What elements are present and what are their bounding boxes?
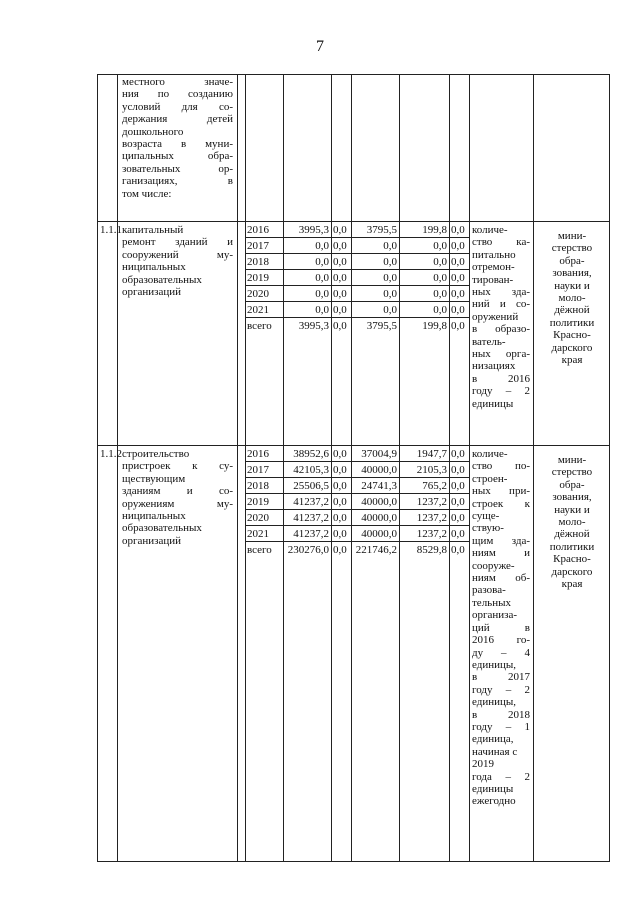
total-cell: 41237,2 [293, 528, 329, 540]
result-line: количе- [472, 224, 508, 236]
value-cell: 221746,2 [355, 544, 397, 556]
value-cell: 0,0 [451, 240, 465, 252]
value-cell: 40000,0 [361, 496, 397, 508]
executor-line: моло- [558, 516, 586, 529]
result-line: начиная с [472, 745, 518, 758]
column-divider [245, 74, 246, 862]
executor-line: края [561, 578, 583, 591]
result-line: строек к [472, 497, 530, 510]
value-cell: 0,0 [451, 544, 465, 556]
result-line: ниям об- [472, 572, 530, 585]
value-cell: 0,0 [333, 496, 347, 508]
value-cell: 0,0 [333, 320, 347, 332]
total-cell: 0,0 [315, 288, 329, 300]
value-cell: 0,0 [333, 288, 347, 300]
result-line: количе- [472, 448, 508, 460]
result-line: ций в [472, 621, 530, 634]
value-cell: 0,0 [451, 512, 465, 524]
measure-name-line: организаций [122, 286, 182, 299]
year-row-divider [245, 285, 469, 286]
value-cell: 0,0 [383, 304, 397, 316]
total-cell: 38952,6 [293, 448, 329, 460]
result-line: разова- [472, 584, 506, 597]
value-cell: 40000,0 [361, 528, 397, 540]
measure-name [122, 448, 233, 547]
year-cell: 2016 [247, 448, 269, 460]
column-divider [469, 74, 470, 862]
value-cell: 37004,9 [361, 448, 397, 460]
measure-name-line: организаций [122, 534, 182, 547]
result-line: ных при- [472, 485, 530, 498]
result-line: году – 1 [472, 720, 530, 733]
year-cell: 2018 [247, 256, 269, 268]
result-indicator [472, 448, 530, 808]
intro-line: ципальных обра- [122, 150, 233, 163]
measure-name-line: пристроек к су- [122, 460, 233, 473]
measure-name-line: образовательных [122, 273, 202, 286]
value-cell: 0,0 [451, 448, 465, 460]
result-line: году – 2 [472, 385, 530, 398]
measure-name [122, 224, 233, 298]
result-line: единицы [472, 397, 514, 410]
column-divider [399, 74, 400, 862]
value-cell: 0,0 [333, 464, 347, 476]
year-row-divider [245, 477, 469, 478]
column-divider [331, 74, 332, 862]
result-line: единица, [472, 733, 514, 746]
year-cell: 2021 [247, 304, 269, 316]
year-row-divider [245, 525, 469, 526]
program-table [97, 74, 610, 862]
result-line: в 2017 [472, 671, 530, 684]
value-cell: 0,0 [333, 304, 347, 316]
result-line: ство ка- [472, 236, 530, 249]
measure-name-line: ниципальных [122, 261, 186, 274]
year-row-divider [245, 301, 469, 302]
value-cell: 0,0 [383, 288, 397, 300]
executor-line: стерство [551, 242, 593, 255]
executor-line: мини- [557, 230, 587, 242]
value-cell: 0,0 [451, 480, 465, 492]
total-cell: 42105,3 [293, 464, 329, 476]
value-cell: 0,0 [333, 240, 347, 252]
value-cell: 0,0 [451, 496, 465, 508]
executor-line: обра- [559, 254, 585, 267]
value-cell: 0,0 [451, 320, 465, 332]
value-cell: 0,0 [333, 448, 347, 460]
intro-line: зовательных ор- [122, 162, 233, 175]
total-cell: 0,0 [315, 240, 329, 252]
result-line: ствую- [472, 522, 504, 535]
value-cell: 0,0 [451, 288, 465, 300]
result-line: году – 2 [472, 683, 530, 696]
executor-line: края [561, 354, 583, 367]
row-number: 1.1.2 [100, 448, 122, 460]
value-cell: 24741,3 [361, 480, 397, 492]
value-cell: 0,0 [433, 272, 447, 284]
year-cell: 2021 [247, 528, 269, 540]
executor-line: политики [549, 540, 595, 553]
measure-name-line: оружениям му- [122, 497, 233, 510]
measure-name-line: капитальный [122, 224, 184, 236]
value-cell: 0,0 [333, 512, 347, 524]
page-number: 7 [316, 38, 324, 55]
result-line: низациях [472, 360, 516, 373]
value-cell: 3795,5 [366, 224, 397, 236]
intro-text [122, 76, 233, 200]
value-cell: 199,8 [422, 224, 447, 236]
intro-line: держания детей [122, 113, 233, 126]
result-line: ежегодно [472, 795, 516, 808]
executor-line: стерство [551, 466, 593, 479]
total-cell: 230276,0 [287, 544, 329, 556]
year-cell: 2019 [247, 496, 269, 508]
value-cell: 0,0 [333, 480, 347, 492]
executor [537, 454, 607, 590]
measure-name-line: ремонт зданий и [122, 236, 233, 249]
value-cell: 3795,5 [366, 320, 397, 332]
measure-name-line: зданиям и со- [122, 485, 233, 498]
executor-line: дёжной [554, 304, 590, 317]
row-number: 1.1.1 [100, 224, 122, 236]
result-line: 2019 [472, 758, 494, 771]
year-row-divider [245, 493, 469, 494]
year-row-divider [245, 509, 469, 510]
column-divider [117, 74, 118, 862]
total-cell: 0,0 [315, 256, 329, 268]
result-line: ний и со- [472, 298, 530, 311]
value-cell: 0,0 [333, 224, 347, 236]
column-divider [97, 74, 98, 862]
value-cell: 0,0 [433, 256, 447, 268]
executor-line: науки и [554, 279, 590, 292]
year-cell: всего [247, 544, 272, 556]
executor-line: мини- [557, 454, 587, 466]
year-cell: 2019 [247, 272, 269, 284]
year-cell: 2018 [247, 480, 269, 492]
result-line: оружений [472, 310, 519, 323]
value-cell: 1947,7 [416, 448, 447, 460]
result-line: тельных [472, 596, 511, 609]
result-line: в 2016 [472, 372, 530, 385]
column-divider [283, 74, 284, 862]
year-cell: 2017 [247, 464, 269, 476]
executor-line: моло- [558, 292, 586, 305]
result-line: года – 2 [472, 770, 530, 783]
measure-name-line: ниципальных [122, 510, 186, 523]
year-cell: 2017 [247, 240, 269, 252]
measure-name-line: строительство [122, 448, 190, 460]
value-cell: 1237,2 [416, 512, 447, 524]
result-line: 2016 го- [472, 634, 530, 647]
total-cell: 0,0 [315, 272, 329, 284]
value-cell: 0,0 [433, 240, 447, 252]
value-cell: 0,0 [451, 272, 465, 284]
value-cell: 0,0 [383, 256, 397, 268]
executor-line: дарского [551, 565, 593, 578]
intro-line: условий для со- [122, 100, 233, 113]
value-cell: 1237,2 [416, 496, 447, 508]
intro-line: том числе: [122, 187, 172, 200]
result-line: единицы, [472, 658, 517, 671]
year-row-divider [245, 269, 469, 270]
total-cell: 3995,3 [298, 224, 329, 236]
value-cell: 0,0 [383, 240, 397, 252]
year-row-divider [245, 237, 469, 238]
result-line: ниям и [472, 547, 530, 560]
value-cell: 2105,3 [416, 464, 447, 476]
executor-line: обра- [559, 478, 585, 491]
column-divider [237, 74, 238, 862]
total-cell: 0,0 [315, 304, 329, 316]
measure-name-line: ществующим [122, 472, 186, 485]
year-row-divider [245, 461, 469, 462]
result-line: организа- [472, 609, 518, 622]
year-row-divider [245, 253, 469, 254]
executor-line: дёжной [554, 528, 590, 541]
value-cell: 0,0 [451, 224, 465, 236]
year-cell: 2016 [247, 224, 269, 236]
value-cell: 0,0 [451, 256, 465, 268]
result-line: ных зда- [472, 286, 530, 299]
result-line: сооруже- [472, 559, 515, 572]
value-cell: 765,2 [422, 480, 447, 492]
value-cell: 0,0 [333, 256, 347, 268]
value-cell: 0,0 [333, 544, 347, 556]
result-line: строен- [472, 472, 508, 485]
result-line: тирован- [472, 273, 514, 286]
year-row-divider [245, 541, 469, 542]
measure-name-line: сооружений му- [122, 248, 233, 261]
total-cell: 3995,3 [298, 320, 329, 332]
intro-line: ния по созданию [122, 88, 233, 101]
value-cell: 0,0 [451, 528, 465, 540]
value-cell: 0,0 [383, 272, 397, 284]
executor-line: политики [549, 316, 595, 329]
executor [537, 230, 607, 366]
result-indicator [472, 224, 530, 410]
value-cell: 0,0 [333, 272, 347, 284]
column-divider [533, 74, 534, 862]
value-cell: 1237,2 [416, 528, 447, 540]
executor-line: науки и [554, 503, 590, 516]
value-cell: 8529,8 [416, 544, 447, 556]
intro-line: местного значе- [122, 76, 233, 88]
total-cell: 41237,2 [293, 496, 329, 508]
intro-line: дошкольного [122, 125, 184, 138]
result-line: единицы [472, 782, 514, 795]
total-cell: 25506,5 [293, 480, 329, 492]
result-line: ных орга- [472, 348, 530, 361]
column-divider [351, 74, 352, 862]
intro-line: ганизациях, в [122, 175, 233, 188]
value-cell: 40000,0 [361, 464, 397, 476]
result-line: ство по- [472, 460, 530, 473]
value-cell: 199,8 [422, 320, 447, 332]
result-line: питально [472, 248, 516, 261]
value-cell: 0,0 [433, 304, 447, 316]
measure-name-line: образовательных [122, 522, 202, 535]
result-line: в образо- [472, 323, 530, 336]
value-cell: 0,0 [333, 528, 347, 540]
value-cell: 0,0 [433, 288, 447, 300]
result-line: ватель- [472, 335, 506, 348]
result-line: щим зда- [472, 534, 530, 547]
table-right-border [609, 74, 610, 862]
year-cell: 2020 [247, 288, 269, 300]
result-line: единицы, [472, 696, 517, 709]
value-cell: 0,0 [451, 304, 465, 316]
result-line: в 2018 [472, 708, 530, 721]
year-row-divider [245, 317, 469, 318]
year-cell: всего [247, 320, 272, 332]
executor-line: Красно- [553, 329, 591, 342]
total-cell: 41237,2 [293, 512, 329, 524]
executor-line: зования, [552, 491, 592, 504]
year-cell: 2020 [247, 512, 269, 524]
result-line: суще- [472, 510, 500, 523]
executor-line: Красно- [553, 553, 591, 566]
value-cell: 0,0 [451, 464, 465, 476]
value-cell: 40000,0 [361, 512, 397, 524]
intro-line: возраста в муни- [122, 138, 233, 151]
column-divider [449, 74, 450, 862]
result-line: отремон- [472, 261, 515, 274]
executor-line: дарского [551, 341, 593, 354]
executor-line: зования, [552, 267, 592, 280]
result-line: ду – 4 [472, 646, 530, 659]
